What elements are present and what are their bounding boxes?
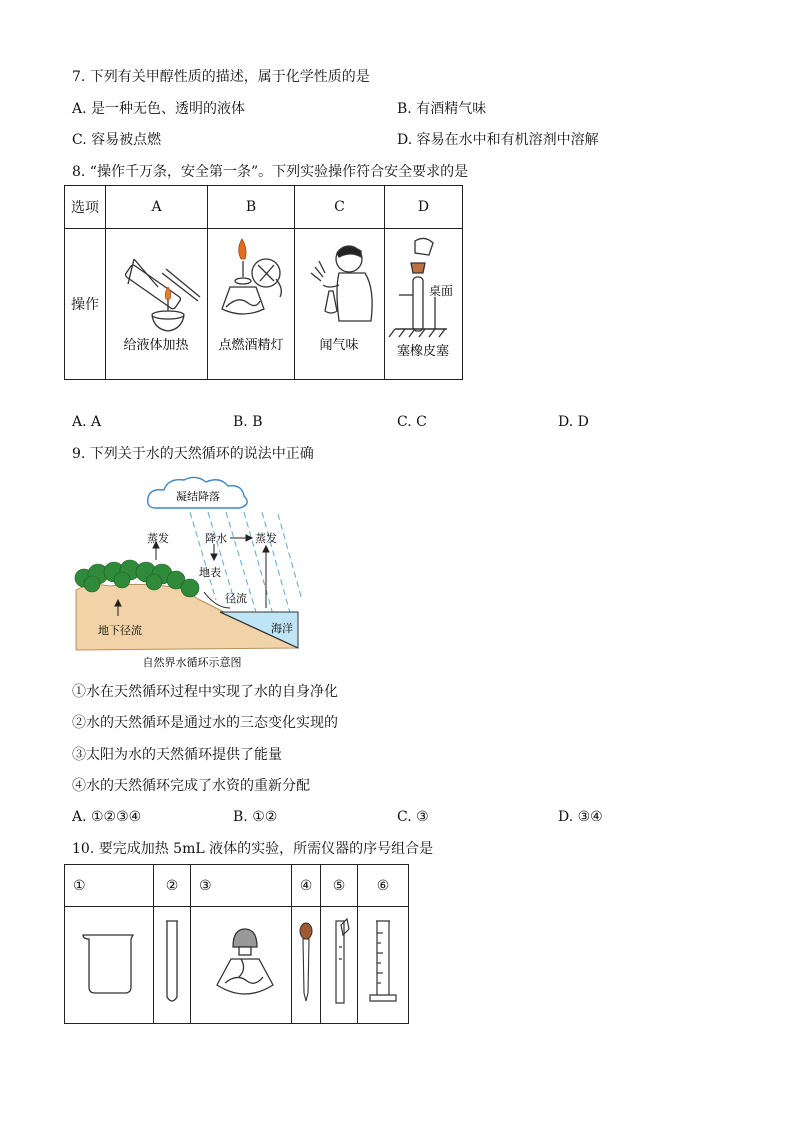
lighting-alcohol-lamp-illustration (208, 229, 294, 375)
q7-option-d: D. 容易在水中和有机溶剂中溶解 (397, 132, 599, 148)
q9-statement-2: ②水的天然循环是通过水的三态变化实现的 (72, 715, 338, 731)
q7-option-b: B. 有酒精气味 (397, 101, 487, 117)
alcohol-lamp-icon (195, 907, 287, 1019)
q8-cell-c (295, 229, 385, 380)
q10-num-2: ② (154, 865, 191, 907)
underground-runoff-label: 地下径流 (98, 624, 142, 637)
q9-option-a: A. ①②③④ (72, 809, 142, 825)
smelling-illustration (295, 229, 384, 375)
q9-statement-4: ④水的天然循环完成了水资的重新分配 (72, 778, 310, 794)
q10-cell-dropper (292, 907, 321, 1024)
q9-stem: 9. 下列关于水的天然循环的说法中正确 (72, 446, 314, 462)
q8-desk-label: 桌面 (428, 284, 454, 298)
surface-label: 地表 (199, 566, 221, 579)
graduated-cylinder-icon (358, 907, 408, 1019)
evaporation-right-label: 蒸发 (255, 532, 277, 545)
beaker-icon (69, 907, 149, 1019)
q10-stem: 10. 要完成加热 5mL 液体的实验，所需仪器的序号组合是 (72, 841, 434, 857)
q8-cell-a (106, 229, 208, 380)
q8-caption-c: 闻气味 (319, 338, 359, 353)
q10-cell-test-tube (154, 907, 191, 1024)
q8-option-c: C. C (397, 414, 427, 430)
q8-col-c: C (295, 186, 385, 229)
q7-option-a: A. 是一种无色、透明的液体 (72, 101, 246, 117)
q10-cell-beaker (65, 907, 154, 1024)
q10-cell-test-tube-holder (321, 907, 358, 1024)
q8-caption-a: 给液体加热 (123, 338, 189, 353)
dropper-icon (292, 907, 320, 1019)
q10-num-6: ⑥ (358, 865, 409, 907)
q8-col-a: A (106, 186, 208, 229)
q8-col-b: B (208, 186, 295, 229)
q8-col-d: D (385, 186, 463, 229)
q9-option-b: B. ①② (233, 809, 278, 825)
q10-num-5: ⑤ (321, 865, 358, 907)
q10-num-1: ① (65, 865, 154, 907)
cloud-label: 凝结降落 (176, 490, 220, 503)
q9-statement-3: ③太阳为水的天然循环提供了能量 (72, 747, 282, 763)
q8-option-d: D. D (558, 414, 589, 430)
q10-cell-graduated-cylinder (358, 907, 409, 1024)
q8-option-a: A. A (72, 414, 102, 430)
q8-caption-d: 塞橡皮塞 (396, 344, 450, 359)
q8-header-label: 选项 (65, 186, 106, 229)
q9-statement-1: ①水在天然循环过程中实现了水的自身净化 (72, 684, 338, 700)
q10-table (64, 864, 409, 1024)
test-tube-icon (154, 907, 190, 1019)
evaporation-left-label: 蒸发 (147, 532, 169, 545)
q10-num-3: ③ (191, 865, 292, 907)
q8-stem: 8. “操作千万条，安全第一条”。下列实验操作符合安全要求的是 (72, 164, 469, 180)
q8-row-label: 操作 (65, 229, 106, 380)
heating-liquid-illustration (106, 229, 207, 375)
water-cycle-diagram (70, 470, 310, 675)
q10-num-4: ④ (292, 865, 321, 907)
q8-caption-b: 点燃酒精灯 (218, 338, 284, 353)
ocean-label: 海洋 (271, 622, 293, 635)
q7-option-c: C. 容易被点燃 (72, 132, 162, 148)
inserting-stopper-illustration (385, 229, 462, 375)
q8-option-b: B. B (233, 414, 263, 430)
q9-option-c: C. ③ (397, 809, 429, 825)
test-tube-holder-icon (321, 907, 357, 1019)
q8-cell-d (385, 229, 463, 380)
q7-stem: 7. 下列有关甲醇性质的描述，属于化学性质的是 (72, 69, 370, 85)
rain-label: 降水 (205, 532, 227, 545)
figure-caption: 自然界水循环示意图 (142, 656, 242, 669)
q9-option-d: D. ③④ (558, 809, 603, 825)
runoff-label: 径流 (225, 592, 247, 605)
q10-cell-alcohol-lamp (191, 907, 292, 1024)
q8-cell-b (208, 229, 295, 380)
q8-table (64, 185, 463, 380)
